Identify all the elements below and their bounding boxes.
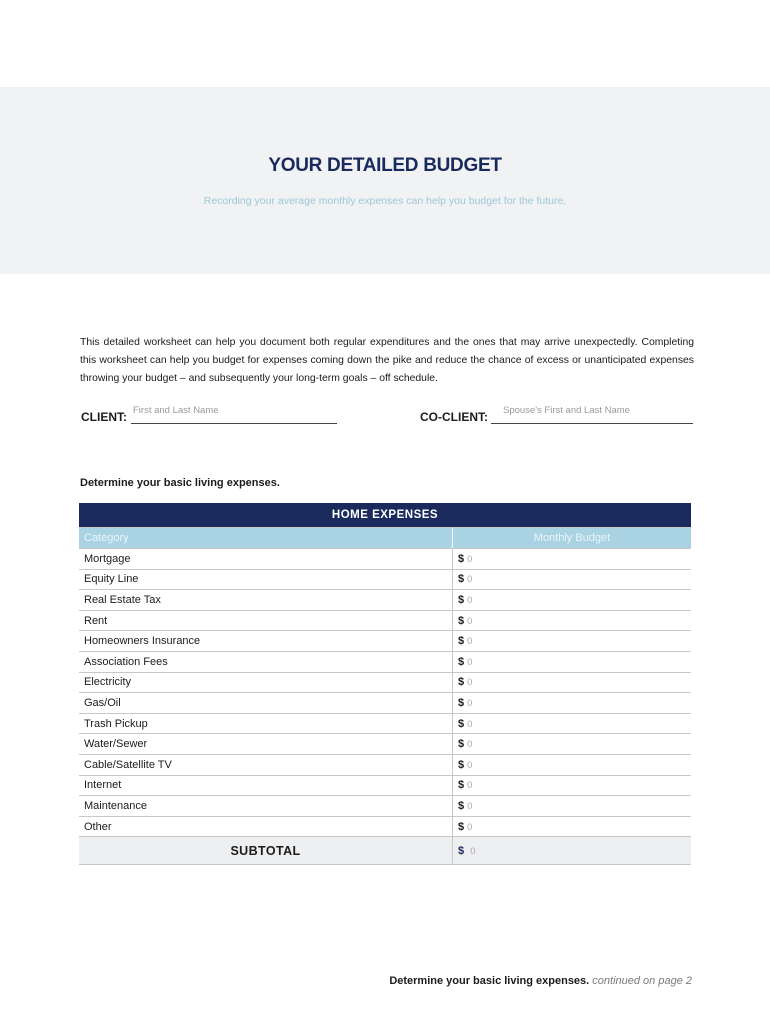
monthly-budget-input[interactable] xyxy=(464,595,657,606)
monthly-budget-input[interactable] xyxy=(464,636,657,647)
client-underline xyxy=(131,423,337,424)
table-row xyxy=(79,549,691,570)
co-client-name-input[interactable] xyxy=(503,405,689,416)
table-row xyxy=(79,569,691,590)
monthly-budget-input[interactable] xyxy=(464,801,657,812)
currency-symbol: $ xyxy=(458,696,465,709)
expense-label: Homeowners Insurance xyxy=(79,631,453,652)
currency-symbol: $ xyxy=(458,820,465,833)
expense-label: Mortgage xyxy=(79,549,453,570)
expense-label: Trash Pickup xyxy=(79,713,453,734)
expense-label: Electricity xyxy=(79,672,453,693)
table-row xyxy=(79,693,691,714)
footer-note xyxy=(389,975,692,987)
page-title: YOUR DETAILED BUDGET xyxy=(268,155,502,176)
home-expenses-table xyxy=(79,503,691,865)
column-header-monthly-budget: Monthly Budget xyxy=(453,528,692,549)
monthly-budget-input[interactable] xyxy=(464,739,657,750)
currency-symbol: $ xyxy=(458,593,465,606)
expense-label: Cable/Satellite TV xyxy=(79,754,453,775)
table-title: HOME EXPENSES xyxy=(79,503,691,528)
monthly-budget-input[interactable] xyxy=(464,574,657,585)
currency-symbol: $ xyxy=(458,614,465,627)
table-row xyxy=(79,672,691,693)
currency-symbol: $ xyxy=(458,844,465,857)
table-row xyxy=(79,651,691,672)
monthly-budget-input[interactable] xyxy=(464,719,657,730)
page-subtitle: Recording your average monthly expenses can help you budget for the future. xyxy=(203,195,567,207)
monthly-budget-input[interactable] xyxy=(464,780,657,791)
client-name-input[interactable] xyxy=(133,405,333,416)
expense-label: Water/Sewer xyxy=(79,734,453,755)
table-row xyxy=(79,816,691,837)
currency-symbol: $ xyxy=(458,655,465,668)
table-row xyxy=(79,754,691,775)
expense-label: Real Estate Tax xyxy=(79,590,453,611)
column-header-row xyxy=(79,528,691,549)
table-row xyxy=(79,734,691,755)
section-heading: Determine your basic living expenses. xyxy=(80,477,280,489)
expense-label: Maintenance xyxy=(79,796,453,817)
monthly-budget-input[interactable] xyxy=(464,760,657,771)
expense-label: Rent xyxy=(79,610,453,631)
header-banner xyxy=(0,87,770,274)
footer-heading: Determine your basic living expenses. xyxy=(389,975,590,987)
currency-symbol: $ xyxy=(458,758,465,771)
currency-symbol: $ xyxy=(458,717,465,730)
monthly-budget-input[interactable] xyxy=(464,677,657,688)
monthly-budget-input[interactable] xyxy=(464,616,657,627)
table-row xyxy=(79,713,691,734)
currency-symbol: $ xyxy=(458,779,465,792)
table-row xyxy=(79,610,691,631)
table-row xyxy=(79,631,691,652)
expense-label: Other xyxy=(79,816,453,837)
table-row xyxy=(79,590,691,611)
footer-continued: continued on page 2 xyxy=(592,975,692,987)
subtotal-input[interactable] xyxy=(467,846,660,857)
currency-symbol: $ xyxy=(458,738,465,751)
expense-label: Internet xyxy=(79,775,453,796)
currency-symbol: $ xyxy=(458,676,465,689)
client-label: CLIENT: xyxy=(81,410,127,424)
monthly-budget-input[interactable] xyxy=(464,698,657,709)
subtotal-row xyxy=(79,837,691,865)
expense-label: Gas/Oil xyxy=(79,693,453,714)
expense-label: Association Fees xyxy=(79,651,453,672)
table-row xyxy=(79,796,691,817)
currency-symbol: $ xyxy=(458,573,465,586)
subtotal-label: SUBTOTAL xyxy=(79,837,453,865)
monthly-budget-input[interactable] xyxy=(464,822,657,833)
intro-paragraph: This detailed worksheet can help you document both regular expenditures and the ones that may arrive unexpectedly. Completing this worksheet can help you budget for expenses coming down the pike and reduce the chance of excess or unanticipated expenses throwing your budget – and subsequently your long-term goals – off schedule. xyxy=(80,337,694,384)
co-client-label: CO-CLIENT: xyxy=(420,410,488,424)
expense-label: Equity Line xyxy=(79,569,453,590)
monthly-budget-input[interactable] xyxy=(464,657,657,668)
monthly-budget-input[interactable] xyxy=(464,554,657,565)
co-client-underline xyxy=(491,423,693,424)
currency-symbol: $ xyxy=(458,799,465,812)
column-header-category: Category xyxy=(79,528,453,549)
table-row xyxy=(79,775,691,796)
currency-symbol: $ xyxy=(458,635,465,648)
currency-symbol: $ xyxy=(458,552,465,565)
